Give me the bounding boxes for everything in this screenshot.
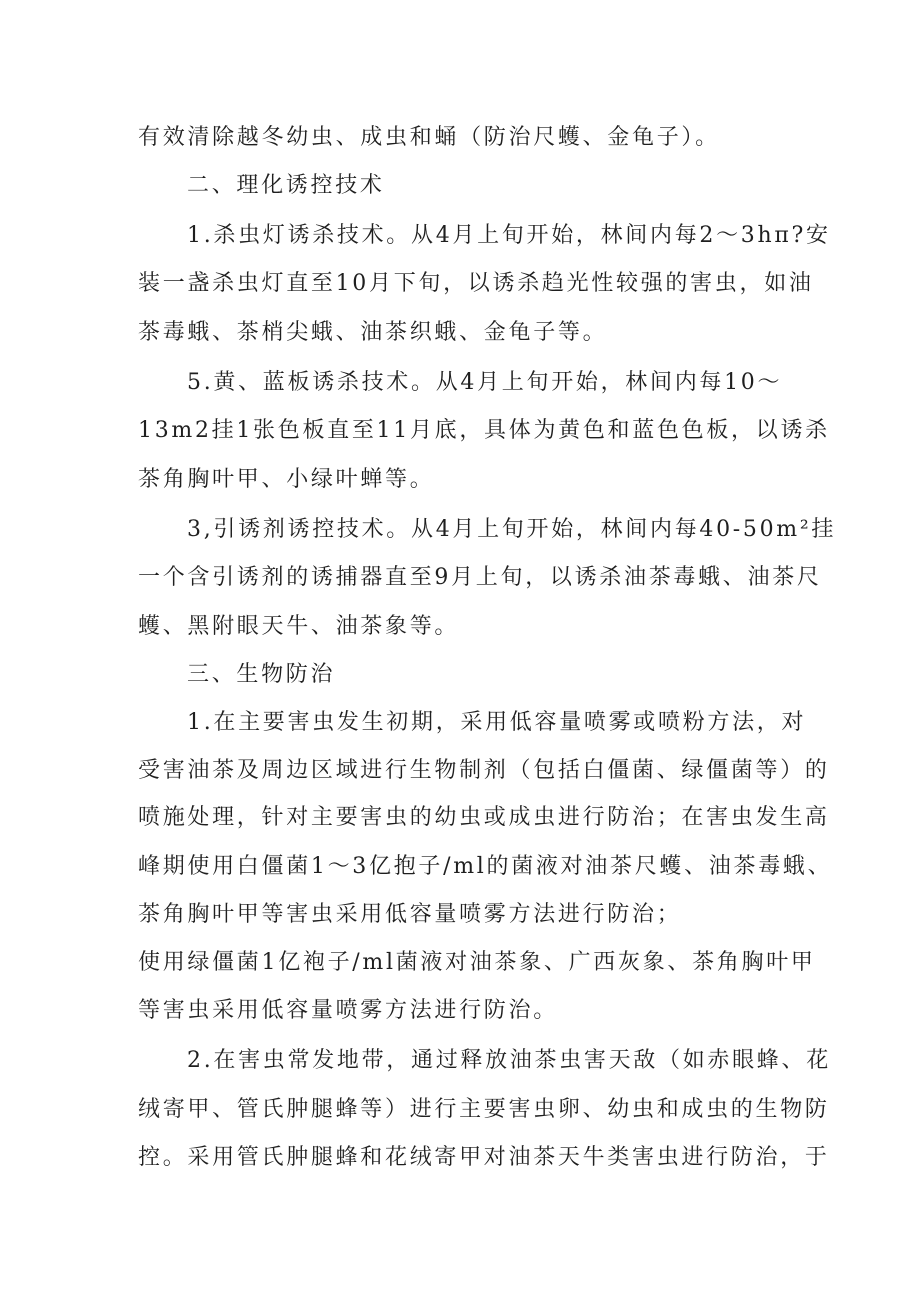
paragraph-line: 茶毒蛾、茶梢尖蛾、油茶织蛾、金龟子等。 — [138, 320, 608, 345]
paragraph-line: 茶角胸叶甲等害虫采用低容量喷雾方法进行防治； — [138, 902, 682, 927]
text-line: 有效清除越冬幼虫、成虫和蛹（防治尺蠖、金龟子）。 — [138, 125, 720, 150]
paragraph-line: 使用绿僵菌1亿袍子/ml菌液对油茶象、广西灰象、茶角胸叶甲 — [138, 950, 816, 975]
paragraph-line: 2.在害虫常发地带，通过释放油茶虫害天敌（如赤眼蜂、花 — [187, 1048, 831, 1073]
paragraph-line: 1.在主要害虫发生初期，采用低容量喷雾或喷粉方法，对 — [187, 710, 807, 735]
paragraph-line: 蠖、黑附眼天牛、油茶象等。 — [138, 614, 460, 639]
paragraph-line: 喷施处理，针对主要害虫的幼虫或成虫进行防治；在害虫发生高 — [138, 805, 830, 830]
paragraph-line: 1.杀虫灯诱杀技术。从4月上旬开始，林间内每2～3hπ?安 — [187, 223, 831, 248]
section-heading: 三、生物防治 — [187, 662, 336, 687]
paragraph-line: 5.黄、蓝板诱杀技术。从4月上旬开始，林间内每10～ — [187, 370, 783, 395]
paragraph-line: 峰期使用白僵菌1～3亿抱子/ml的菌液对油茶尺蠖、油茶毒蛾、 — [138, 854, 833, 879]
paragraph-line: 3,引诱剂诱控技术。从4月上旬开始，林间内每40-50m²挂 — [187, 517, 837, 542]
paragraph-line: 等害虫采用低容量喷雾方法进行防治。 — [138, 998, 558, 1023]
paragraph-line: 装一盏杀虫灯直至10月下旬，以诱杀趋光性较强的害虫，如油 — [138, 271, 814, 296]
paragraph-line: 绒寄甲、管氏肿腿蜂等）进行主要害虫卵、幼虫和成虫的生物防 — [138, 1097, 830, 1122]
section-heading: 二、理化诱控技术 — [187, 173, 385, 198]
paragraph-line: 一个含引诱剂的诱捕器直至9月上旬，以诱杀油茶毒蛾、油茶尺 — [138, 565, 822, 590]
paragraph-line: 控。采用管氏肿腿蜂和花绒寄甲对油茶天牛类害虫进行防治，于 — [138, 1145, 830, 1170]
paragraph-line: 受害油茶及周边区域进行生物制剂（包括白僵菌、绿僵菌等）的 — [138, 758, 830, 783]
paragraph-line: 13m2挂1张色板直至11月底，具体为黄色和蓝色色板，以诱杀 — [138, 418, 830, 443]
paragraph-line: 茶角胸叶甲、小绿叶蝉等。 — [138, 467, 435, 492]
